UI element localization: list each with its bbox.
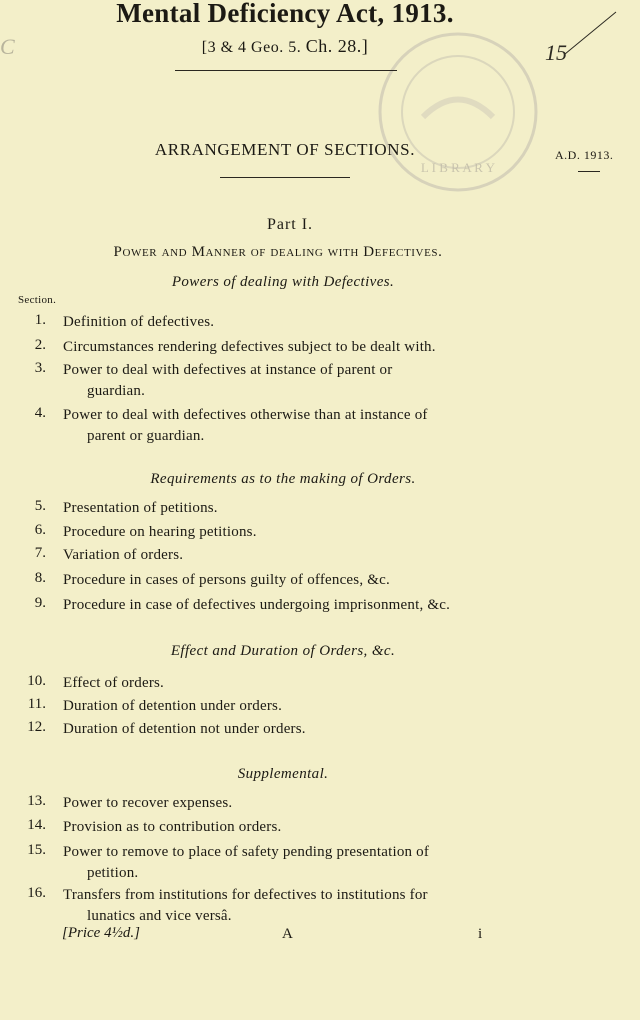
section-number: 12. [27,719,46,735]
section-text: Procedure on hearing petitions. [63,524,257,540]
section-text: Power to recover expenses. [63,795,233,811]
arrangement-heading: ARRANGEMENT OF SECTIONS. [154,140,416,159]
margin-mark-left: C [0,34,15,59]
section-number: 6. [34,522,46,538]
section-text: Duration of detention under orders. [63,698,283,714]
section-entry [63,793,553,814]
part-title: Part I. [266,216,314,233]
section-text: Transfers from institutions for defectives to institutions for [63,887,428,903]
section-entry [63,337,553,358]
section-text: Provision as to contribution orders. [63,819,282,835]
group-heading-requirements: Requirements as to the making of Orders. [150,471,416,487]
section-entry [63,405,553,447]
section-text-continued: petition. [87,865,139,881]
section-number: 5. [34,498,46,514]
margin-mark-right: 15 [545,40,567,65]
section-number: 4. [34,405,46,421]
section-entry [63,842,553,884]
year-rule [578,171,600,172]
header-rule [175,70,397,71]
section-entry [63,719,553,740]
section-text: Power to remove to place of safety pending presentation of [63,844,430,860]
section-entry [63,360,553,402]
section-entry [63,673,553,694]
section-number: 2. [34,337,46,353]
section-text: Variation of orders. [63,547,184,563]
section-entry [63,522,553,543]
section-entry [63,570,553,591]
section-number: 16. [27,885,46,901]
section-text: Presentation of petitions. [63,500,218,516]
citation-chapter: Ch. 28.] [305,36,369,56]
section-text: Definition of defectives. [63,314,215,330]
section-entry [63,498,553,519]
year-margin: A.D. 1913. [555,148,614,162]
arrangement-rule [220,177,350,178]
section-number: 7. [34,545,46,561]
part-heading: Power and Manner of dealing with Defectives. [113,244,443,260]
section-text-continued: lunatics and vice versâ. [87,908,232,924]
section-text: Power to deal with defectives at instance of parent or [63,362,393,378]
section-number: 9. [34,595,46,611]
citation [0,36,570,57]
page-number: i [478,926,483,942]
section-number: 3. [34,360,46,376]
section-number: 8. [34,570,46,586]
svg-text:L I B R A R Y: L I B R A R Y [420,160,496,175]
section-entry [63,312,553,333]
section-entry [63,817,553,838]
group-heading-powers: Powers of dealing with Defectives. [171,274,395,290]
group-heading-effect: Effect and Duration of Orders, &c. [170,643,396,659]
section-text: Power to deal with defectives otherwise than at instance of [63,407,428,423]
section-text: Duration of detention not under orders. [63,721,306,737]
document-title: Mental Deficiency Act, 1913. [116,0,454,28]
group-heading-supplemental: Supplemental. [237,766,329,782]
section-text: Circumstances rendering defectives subject to be dealt with. [63,339,436,355]
section-text-continued: parent or guardian. [87,428,205,444]
citation-prefix: [3 & 4 Geo. 5. [201,39,302,56]
section-text: Procedure in case of defectives undergoing imprisonment, &c. [63,597,451,613]
section-number: 13. [27,793,46,809]
section-text: Effect of orders. [63,675,164,691]
section-entry [63,696,553,717]
signature-mark: A [282,926,293,942]
section-number: 15. [27,842,46,858]
section-number: 11. [27,696,46,712]
section-number: 14. [27,817,46,833]
section-text-continued: guardian. [87,383,146,399]
section-column-label: Section. [18,294,57,306]
section-text: Procedure in cases of persons guilty of offences, &c. [63,572,390,588]
section-entry [63,545,553,566]
section-entry [63,885,553,927]
price-note: [Price 4½d.] [62,925,140,941]
section-entry [63,595,553,616]
section-number: 10. [27,673,46,689]
section-number: 1. [34,312,46,328]
